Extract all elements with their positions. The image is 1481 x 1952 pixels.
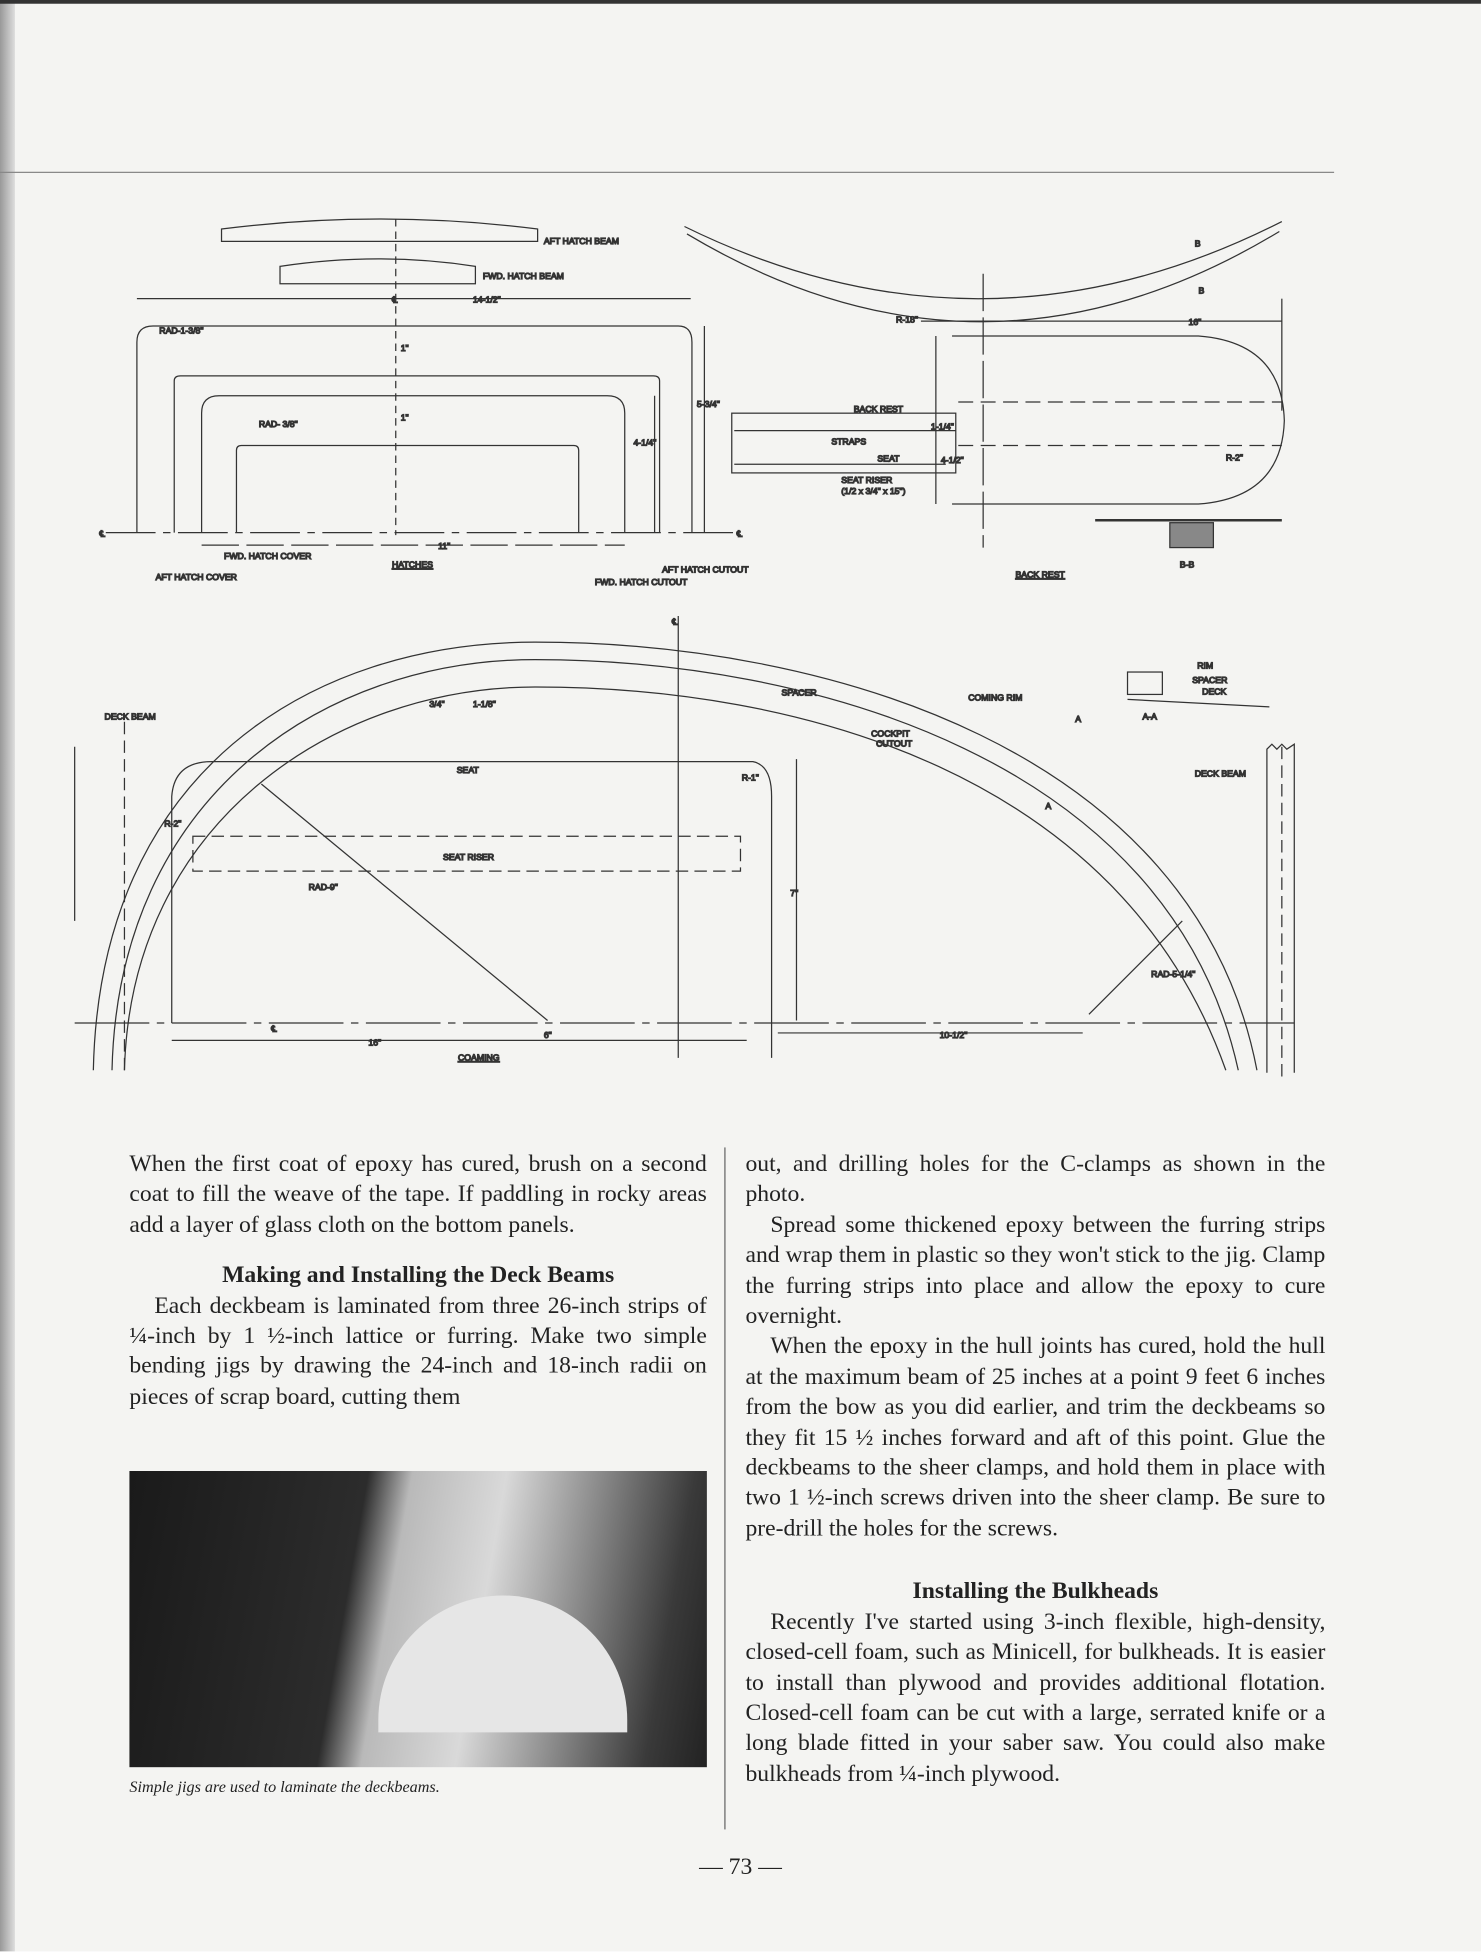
paragraph: When the epoxy in the hull joints has cured, hold the hull at the maximum beam of 25 inches at a point 9 feet 6 inches from the bow as you did earlier, and trim the deckbeams so they fit 15 ½ inches forward and aft of this point. Glue the deckbeams to the sheer clamps, and hold them in place with two 1 ½-inch screws driven into the sheer clamp. Be sure to pre-drill the holes for the screws.	[745, 1333, 1326, 1542]
backrest-title: BACK REST	[1015, 569, 1065, 580]
dim-length-label: 11"	[438, 540, 451, 551]
section-a-label: A	[1075, 713, 1082, 724]
dim-height-inner-label: 4-1/4"	[633, 437, 657, 448]
paragraph: When the first coat of epoxy has cured, brush on a second coat to fill the weave of the tape. If paddling in rocky areas add a layer of glass cloth on the bottom panels.	[129, 1151, 707, 1239]
aft-hatch-cutout-label: AFT HATCH CUTOUT	[662, 564, 749, 575]
centerline-mark: ℄	[99, 528, 106, 539]
fwd-hatch-beam-shape	[280, 259, 475, 284]
photo-caption: Simple jigs are used to laminate the deckbeams.	[129, 1777, 440, 1796]
fwd-hatch-beam-label: FWD. HATCH BEAM	[482, 270, 564, 281]
aft-hatch-cover-outline	[137, 326, 692, 533]
dim-height-outer-label: 5-3/4"	[696, 398, 720, 409]
coaming-drawing	[75, 616, 1295, 1076]
aft-hatch-cover-label: AFT HATCH COVER	[155, 571, 237, 582]
back-rest-label: BACK REST	[853, 403, 904, 414]
centerline-mark: ℄	[392, 294, 398, 305]
centerline-mark: ℄	[736, 528, 743, 539]
dim-label: 4-1/2"	[940, 454, 964, 465]
dim-width-label: 14-1/2"	[472, 294, 501, 305]
hatches-drawing	[99, 219, 750, 587]
section-b-label: B	[1194, 238, 1201, 249]
dim-1-label: 1"	[400, 412, 409, 423]
seat-riser-label: SEAT RISER	[841, 474, 893, 485]
section-a-label: A	[1045, 800, 1052, 811]
radius-label: R-1"	[741, 772, 759, 783]
dim-label: 3/4"	[429, 698, 445, 709]
deck-beam-label: DECK BEAM	[104, 711, 156, 722]
paragraph: Recently I've started using 3-inch flexible, high-density, closed-cell foam, such as Minicell, for bulkheads. It is easier to install than plywood and provides additional flotation. Closed-cell foam can be cut with a large, serrated knife or a long blade fitted in your saber saw. You could also make bulkheads from ¼-inch plywood.	[745, 1608, 1326, 1787]
coaming-title: COAMING	[457, 1052, 500, 1063]
hatches-title: HATCHES	[392, 559, 433, 570]
fwd-hatch-cover-label: FWD. HATCH COVER	[224, 550, 312, 561]
section-heading: Making and Installing the Deck Beams	[222, 1262, 615, 1289]
fwd-hatch-cutout-label: FWD. HATCH CUTOUT	[594, 576, 688, 587]
aft-hatch-beam-label: AFT HATCH BEAM	[543, 235, 619, 246]
section-aa-label: A-A	[1142, 711, 1157, 722]
radius-label: R-18"	[896, 314, 919, 325]
paragraph: Spread some thickened epoxy between the furring strips and wrap them in plastic so they won't stick to the jig. Clamp the furring strips into place and allow the epoxy to cure overnight.	[745, 1211, 1326, 1330]
coming-rim-label: COMING RIM	[968, 692, 1023, 703]
page-number: — 73 —	[699, 1854, 782, 1881]
rad-outer-label: RAD-1-3/8"	[159, 325, 204, 336]
column-divider	[724, 1147, 725, 1829]
rim-label: RIM	[1197, 660, 1214, 671]
spacer-label: SPACER	[1192, 675, 1228, 686]
section-heading: Installing the Bulkheads	[912, 1578, 1159, 1605]
dim-label: 1-1/8"	[472, 698, 496, 709]
radius-label: RAD-9"	[308, 881, 338, 892]
section-b-label: B	[1198, 285, 1205, 296]
dim-label: 16"	[368, 1037, 382, 1048]
seat-riser-dims: (1/2 x 3/4" x 15")	[841, 486, 906, 497]
dim-label: 10-1/2"	[939, 1029, 968, 1040]
seat-label: SEAT	[877, 453, 900, 464]
dim-label: 6"	[543, 1029, 552, 1040]
bending-jig-image	[378, 1595, 627, 1732]
jig-photo	[129, 1471, 706, 1767]
spacer-label: SPACER	[781, 687, 817, 698]
straps-label: STRAPS	[831, 436, 867, 447]
radius-label: RAD-5-1/4"	[1151, 968, 1196, 979]
cockpit-cutout-label: CUTOUT	[876, 738, 913, 749]
right-column	[745, 1150, 1325, 1790]
aft-hatch-beam-shape	[222, 219, 538, 241]
backrest-drawing	[684, 222, 1284, 580]
dim-label: 1-1/4"	[930, 421, 954, 432]
section-bb-label: B-B	[1179, 559, 1195, 570]
radius-label: R-2"	[1225, 452, 1243, 463]
cockpit-cutout-label: COCKPIT	[871, 728, 910, 739]
seat-label: SEAT	[456, 764, 479, 775]
centerline-mark: ℄	[672, 616, 678, 627]
left-column	[129, 1150, 706, 1413]
paragraph: Each deckbeam is laminated from three 26-inch strips of ¼-inch by 1 ½-inch lattice or furring. Make two simple bending jigs by drawing the 24-inch and 18-inch radii on pieces of scrap board, cutting them	[129, 1292, 707, 1410]
deck-beam-label: DECK BEAM	[1194, 768, 1246, 779]
dim-16-label: 16"	[1188, 316, 1202, 327]
rad-inner-label: RAD- 3/8"	[258, 418, 298, 429]
paragraph: out, and drilling holes for the C-clamps as shown in the photo.	[745, 1151, 1326, 1208]
radius-label: R-2"	[164, 818, 182, 829]
dim-1-label: 1"	[400, 342, 409, 353]
dim-label: 7"	[790, 888, 799, 899]
deck-label: DECK	[1202, 686, 1227, 697]
seat-riser-label: SEAT RISER	[443, 851, 494, 862]
centerline-mark: ℄	[271, 1023, 277, 1034]
